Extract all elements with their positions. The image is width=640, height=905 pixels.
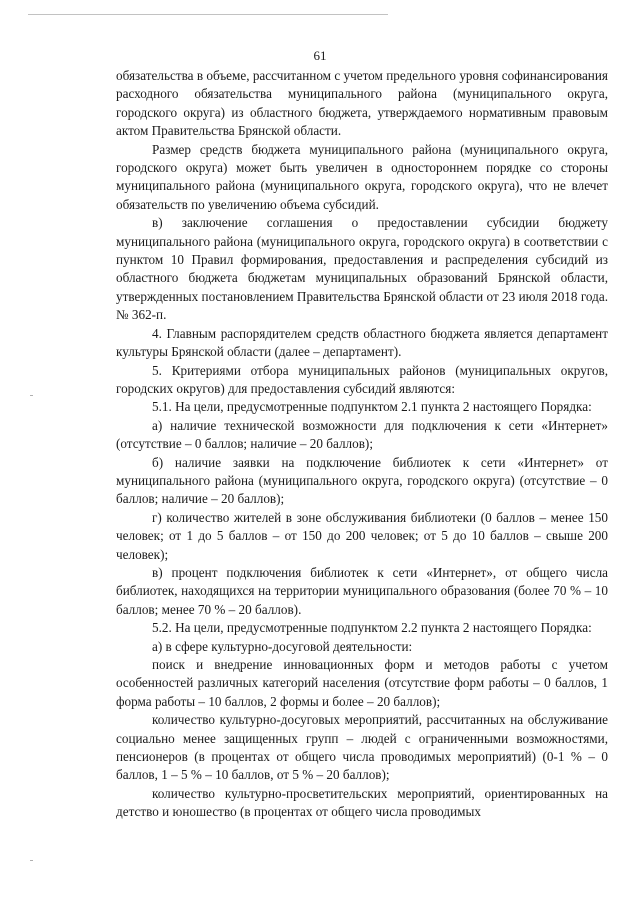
- paragraph: в) заключение соглашения о предоставлении субсидии бюджету муниципального района (муниципального округа, городского округа) в соответствии с пунктом 10 Правил формирования, предоставления и распределения субсидий из областного бюджета бюджетам муниципальных образований Брянской области, утвержденных постановлением Правительства Брянской области от 23 июля 2018 года. № 362-п.: [116, 215, 608, 323]
- paragraph: г) количество жителей в зоне обслуживания библиотеки (0 баллов – менее 150 человек; от 1 до 5 баллов – от 150 до 200 человек; от 5 до 10 баллов – свыше 200 человек);: [116, 509, 608, 562]
- paragraph: в) процент подключения библиотек к сети «Интернет», от общего числа библиотек, находящихся на территории муниципального образования (более 70 % – 10 баллов; менее 70 % – 20 баллов).: [116, 564, 608, 617]
- paragraph: а) наличие технической возможности для подключения к сети «Интернет» (отсутствие – 0 баллов; наличие – 20 баллов);: [116, 417, 608, 452]
- paragraph: 5.2. На цели, предусмотренные подпунктом 2.2 пункта 2 настоящего Порядка:: [152, 620, 592, 636]
- scan-edge-mark: [30, 860, 33, 861]
- paragraph: количество культурно-досуговых мероприятий, рассчитанных на обслуживание социально менее защищенных групп – людей с ограниченными возможностями, пенсионеров (в процентах от общего числа проводимых мероприятий) (0-1 % – 0 баллов, 1 – 5 % – 10 баллов, от 5 % – 20 баллов);: [116, 712, 608, 783]
- scan-artifact-line: [28, 14, 388, 15]
- paragraph: обязательства в объеме, рассчитанном с учетом предельного уровня софинансирования расходного обязательства муниципального района (муниципального округа, городского округа) из областного бюджета, утверждаемого нормативным правовым актом Правительства Брянской области.: [116, 68, 608, 139]
- paragraph: 5. Критериями отбора муниципальных районов (муниципальных округов, городских округов) для предоставления субсидий являются:: [116, 362, 608, 396]
- paragraph: а) в сфере культурно-досуговой деятельности:: [152, 638, 413, 654]
- paragraph: Размер средств бюджета муниципального района (муниципального округа, городского округа) может быть увеличен в одностороннем порядке со стороны муниципального района (муниципального округа, городского округа), что не влечет обязательств по увеличению объема субсидий.: [116, 141, 608, 212]
- page-number: 61: [313, 48, 327, 63]
- paragraph: б) наличие заявки на подключение библиотек к сети «Интернет» от муниципального района (муниципального округа, городского округа) (отсутствие – 0 баллов; наличие – 20 баллов);: [116, 454, 608, 507]
- paragraph: поиск и внедрение инновационных форм и методов работы с учетом особенностей различных категорий населения (отсутствие форм работы – 0 баллов, 1 форма работы – 10 баллов, 2 формы и более – 20 баллов);: [116, 657, 608, 709]
- paragraph: 5.1. На цели, предусмотренные подпунктом 2.1 пункта 2 настоящего Порядка:: [152, 399, 592, 415]
- paragraph: количество культурно-просветительских мероприятий, ориентированных на детство и юношество (в процентах от общего числа проводимых: [116, 785, 608, 820]
- paragraph: 4. Главным распорядителем средств областного бюджета является департамент культуры Брянской области (далее – департамент).: [116, 325, 608, 360]
- scan-edge-mark: [30, 395, 33, 396]
- document-body: [116, 67, 608, 822]
